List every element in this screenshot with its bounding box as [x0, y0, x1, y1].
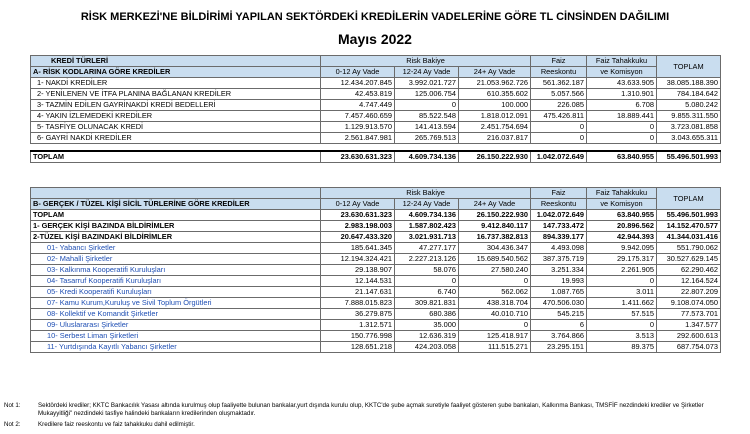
row-value-c5: 0 — [587, 320, 657, 331]
row-value-c2: 85.522.548 — [395, 111, 459, 122]
row-value-c5: 6.708 — [587, 100, 657, 111]
table-row — [31, 100, 721, 111]
row-value-c3: 26.150.222.930 — [459, 210, 531, 221]
toplam-header: TOPLAM — [657, 188, 721, 210]
row-value-c2: 141.413.594 — [395, 122, 459, 133]
row-value-c3: 0 — [459, 320, 531, 331]
row-value-c6: 784.184.642 — [657, 89, 721, 100]
risk-bakiye-header: Risk Bakiye — [321, 188, 531, 199]
table-row — [31, 111, 721, 122]
row-value-c2: 3.021.931.713 — [395, 232, 459, 243]
row-value-c6: 12.164.524 — [657, 276, 721, 287]
row-value-c4: 387.375.719 — [531, 254, 587, 265]
faiz-tahakkuku-header: Faiz Tahakkuku — [587, 188, 657, 199]
row-value-c3: 111.515.271 — [459, 342, 531, 353]
table-row — [31, 320, 721, 331]
row-label: 03- Kalkınma Kooperatifi Kuruluşları — [31, 265, 321, 276]
toplam-header: TOPLAM — [657, 56, 721, 78]
row-value-c1: 2.983.198.003 — [321, 221, 395, 232]
row-value-c3: 610.355.602 — [459, 89, 531, 100]
row-value-c4: 470.506.030 — [531, 298, 587, 309]
row-value-c4: 147.733.472 — [531, 221, 587, 232]
row-value-c4: 1.087.765 — [531, 287, 587, 298]
row-value-c6: 38.085.188.390 — [657, 78, 721, 89]
row-label: 2-TÜZEL KİŞİ BAZINDAKİ BİLDİRİMLER — [31, 232, 321, 243]
row-value-c6: 292.600.613 — [657, 331, 721, 342]
row-value-c1: 150.776.998 — [321, 331, 395, 342]
row-value-c1: 20.647.433.320 — [321, 232, 395, 243]
row-value-c1: 4.747.449 — [321, 100, 395, 111]
row-label: 08- Kollektif ve Komandit Şirketler — [31, 309, 321, 320]
row-value-c4: 1.042.072.649 — [531, 210, 587, 221]
row-value-c5: 2.261.905 — [587, 265, 657, 276]
faiz-tahakkuku-header: Faiz Tahakkuku — [587, 56, 657, 67]
row-value-c3: 26.150.222.930 — [459, 151, 531, 163]
note-1-text: Sektördeki krediler; KKTC Bankacılık Yasası altında kurulmuş olup faaliyette bulunan bankalar,yurt dışında kurulu olup, KKTC'de şube açmak suretiyle faaliyet gösteren şube bankaları, Kalkınma Bankası, TMSFİF nezdindeki krediler ve Şirketler Mukayyitliği" nezdindeki tasfiye halindeki bankaların kredilerinden oluşmaktadır. — [38, 402, 704, 417]
row-value-c2: 1.587.802.423 — [395, 221, 459, 232]
row-value-c1: 1.312.571 — [321, 320, 395, 331]
row-value-c2: 125.006.754 — [395, 89, 459, 100]
row-value-c2: 680.386 — [395, 309, 459, 320]
row-value-c5: 1.411.662 — [587, 298, 657, 309]
report-period: Mayıs 2022 — [338, 31, 412, 47]
row-value-c3: 9.412.840.117 — [459, 221, 531, 232]
row-value-c4: 226.085 — [531, 100, 587, 111]
row-value-c1: 21.147.631 — [321, 287, 395, 298]
header-blank — [31, 188, 321, 199]
col-12-24-header: 12-24 Ay Vade — [395, 199, 459, 210]
group-row — [31, 232, 721, 243]
row-value-c6: 551.790.062 — [657, 243, 721, 254]
row-value-c6: 41.344.031.416 — [657, 232, 721, 243]
row-value-c2: 4.609.734.136 — [395, 210, 459, 221]
row-value-c4: 3.764.866 — [531, 331, 587, 342]
row-value-c1: 23.630.631.323 — [321, 210, 395, 221]
row-label: 2- YENİLENEN VE İTFA PLANINA BAĞLANAN KREDİLER — [31, 89, 321, 100]
col-24-header: 24+ Ay Vade — [459, 67, 531, 78]
row-value-c6: 687.754.073 — [657, 342, 721, 353]
row-value-c3: 0 — [459, 276, 531, 287]
total-row — [31, 210, 721, 221]
section-a-label: A- RİSK KODLARINA GÖRE KREDİLER — [31, 67, 321, 78]
table-row — [31, 331, 721, 342]
row-value-c2: 47.277.177 — [395, 243, 459, 254]
row-value-c1: 1.129.913.570 — [321, 122, 395, 133]
row-label: 05- Kredi Kooperatifi Kuruluşları — [31, 287, 321, 298]
row-label: 04- Tasarruf Kooperatifi Kuruluşları — [31, 276, 321, 287]
row-value-c6: 62.290.462 — [657, 265, 721, 276]
row-label: 01- Yabancı Şirketler — [31, 243, 321, 254]
table-row — [31, 342, 721, 353]
row-value-c1: 36.279.875 — [321, 309, 395, 320]
row-value-c4: 894.339.177 — [531, 232, 587, 243]
row-value-c3: 438.318.704 — [459, 298, 531, 309]
row-value-c2: 0 — [395, 100, 459, 111]
row-value-c6: 22.807.209 — [657, 287, 721, 298]
table-row — [31, 78, 721, 89]
credit-by-risk-code-table — [30, 55, 721, 163]
row-label: 11- Yurtdışında Kayıtlı Yabancı Şirketler — [31, 342, 321, 353]
ve-komisyon-header: ve Komisyon — [587, 199, 657, 210]
row-value-c5: 57.515 — [587, 309, 657, 320]
faiz-header: Faiz — [531, 56, 587, 67]
row-value-c6: 3.723.081.858 — [657, 122, 721, 133]
table-row — [31, 243, 721, 254]
faiz-header: Faiz — [531, 188, 587, 199]
row-value-c6: 9.108.074.050 — [657, 298, 721, 309]
row-value-c1: 12.434.207.845 — [321, 78, 395, 89]
row-value-c6: 30.527.629.145 — [657, 254, 721, 265]
credit-by-registry-type-table — [30, 187, 721, 353]
group-row — [31, 221, 721, 232]
row-value-c4: 0 — [531, 133, 587, 144]
row-label: 5- TASFİYE OLUNACAK KREDİ — [31, 122, 321, 133]
row-value-c2: 309.821.831 — [395, 298, 459, 309]
row-value-c2: 58.076 — [395, 265, 459, 276]
table-row — [31, 122, 721, 133]
row-value-c1: 7.457.460.659 — [321, 111, 395, 122]
table-row — [31, 287, 721, 298]
row-value-c4: 23.295.151 — [531, 342, 587, 353]
row-value-c5: 63.840.955 — [587, 210, 657, 221]
col-0-12-header: 0-12 Ay Vade — [321, 67, 395, 78]
row-label: 1- GERÇEK KİŞİ BAZINDA BİLDİRİMLER — [31, 221, 321, 232]
col-12-24-header: 12-24 Ay Vade — [395, 67, 459, 78]
row-value-c2: 6.740 — [395, 287, 459, 298]
row-value-c4: 0 — [531, 122, 587, 133]
row-value-c4: 1.042.072.649 — [531, 151, 587, 163]
row-value-c6: 55.496.501.993 — [657, 210, 721, 221]
row-value-c4: 19.993 — [531, 276, 587, 287]
row-value-c1: 23.630.631.323 — [321, 151, 395, 163]
row-value-c5: 18.889.441 — [587, 111, 657, 122]
row-value-c4: 5.057.566 — [531, 89, 587, 100]
row-value-c3: 562.062 — [459, 287, 531, 298]
row-label: TOPLAM — [31, 151, 321, 163]
row-value-c5: 42.944.393 — [587, 232, 657, 243]
row-value-c5: 1.310.901 — [587, 89, 657, 100]
ve-komisyon-header: ve Komisyon — [587, 67, 657, 78]
row-value-c3: 2.451.754.694 — [459, 122, 531, 133]
row-value-c4: 4.493.098 — [531, 243, 587, 254]
table-row — [31, 89, 721, 100]
row-value-c3: 27.580.240 — [459, 265, 531, 276]
spacer-cell — [31, 144, 721, 152]
table-row — [31, 309, 721, 320]
row-value-c2: 3.992.021.727 — [395, 78, 459, 89]
row-value-c3: 1.818.012.091 — [459, 111, 531, 122]
row-value-c3: 40.010.710 — [459, 309, 531, 320]
col-24-header: 24+ Ay Vade — [459, 199, 531, 210]
row-value-c2: 265.769.513 — [395, 133, 459, 144]
row-value-c2: 424.203.058 — [395, 342, 459, 353]
table-row — [31, 265, 721, 276]
row-value-c1: 128.651.218 — [321, 342, 395, 353]
risk-bakiye-header: Risk Bakiye — [321, 56, 531, 67]
total-row — [31, 151, 721, 163]
row-label: 1- NAKDİ KREDİLER — [31, 78, 321, 89]
col-0-12-header: 0-12 Ay Vade — [321, 199, 395, 210]
row-label: TOPLAM — [31, 210, 321, 221]
row-value-c3: 21.053.962.726 — [459, 78, 531, 89]
row-value-c6: 5.080.242 — [657, 100, 721, 111]
section-b-label: B- GERÇEK / TÜZEL KİŞİ SİCİL TÜRLERİNE GÖRE KREDİLER — [31, 199, 321, 210]
row-value-c2: 35.000 — [395, 320, 459, 331]
note-1-key: Not 1: — [4, 402, 21, 409]
row-label: 6- GAYRİ NAKDİ KREDİLER — [31, 133, 321, 144]
row-value-c5: 29.175.317 — [587, 254, 657, 265]
row-value-c6: 77.573.701 — [657, 309, 721, 320]
table-row — [31, 276, 721, 287]
row-value-c2: 4.609.734.136 — [395, 151, 459, 163]
row-label: 3- TAZMİN EDİLEN GAYRİNAKDİ KREDİ BEDELLERİ — [31, 100, 321, 111]
row-label: 4- YAKIN İZLEMEDEKİ KREDİLER — [31, 111, 321, 122]
row-label: 07- Kamu Kurum,Kuruluş ve Sivil Toplum Örgütleri — [31, 298, 321, 309]
row-value-c3: 125.418.917 — [459, 331, 531, 342]
row-value-c2: 12.636.319 — [395, 331, 459, 342]
row-value-c5: 89.375 — [587, 342, 657, 353]
row-value-c1: 12.144.531 — [321, 276, 395, 287]
row-value-c5: 0 — [587, 276, 657, 287]
row-label: 09- Uluslararası Şirketler — [31, 320, 321, 331]
table-row — [31, 254, 721, 265]
reeskontu-header: Reeskontu — [531, 67, 587, 78]
row-value-c3: 304.436.347 — [459, 243, 531, 254]
row-value-c5: 0 — [587, 133, 657, 144]
row-value-c5: 0 — [587, 122, 657, 133]
note-2-key: Not 2: — [4, 421, 21, 428]
table-row — [31, 298, 721, 309]
row-value-c4: 3.251.334 — [531, 265, 587, 276]
row-value-c1: 7.888.015.823 — [321, 298, 395, 309]
row-value-c4: 545.215 — [531, 309, 587, 320]
row-value-c1: 185.641.345 — [321, 243, 395, 254]
row-value-c6: 1.347.577 — [657, 320, 721, 331]
row-value-c3: 216.037.817 — [459, 133, 531, 144]
row-value-c6: 3.043.655.311 — [657, 133, 721, 144]
row-label: 02- Mahalli Şirketler — [31, 254, 321, 265]
row-value-c3: 16.737.382.813 — [459, 232, 531, 243]
row-value-c4: 561.362.187 — [531, 78, 587, 89]
spacer-row — [31, 144, 721, 152]
row-value-c3: 100.000 — [459, 100, 531, 111]
row-value-c1: 2.561.847.981 — [321, 133, 395, 144]
row-value-c1: 42.453.819 — [321, 89, 395, 100]
reeskontu-header: Reeskontu — [531, 199, 587, 210]
row-value-c4: 475.426.811 — [531, 111, 587, 122]
row-value-c1: 29.138.907 — [321, 265, 395, 276]
note-2-text: Kredilere faiz reeskontu ve faiz tahakkuku dahil edilmiştir. — [38, 421, 195, 428]
row-value-c2: 2.227.213.126 — [395, 254, 459, 265]
row-value-c5: 20.896.562 — [587, 221, 657, 232]
row-value-c5: 63.840.955 — [587, 151, 657, 163]
row-value-c2: 0 — [395, 276, 459, 287]
report-title: RİSK MERKEZİ'NE BİLDİRİMİ YAPILAN SEKTÖRDEKİ KREDİLERİN VADELERİNE GÖRE TL CİNSİNDEN DAĞILIMI — [80, 11, 670, 23]
row-value-c3: 15.689.540.562 — [459, 254, 531, 265]
row-value-c4: 6 — [531, 320, 587, 331]
row-value-c5: 9.942.095 — [587, 243, 657, 254]
row-value-c1: 12.194.324.421 — [321, 254, 395, 265]
table-row — [31, 133, 721, 144]
row-value-c5: 43.633.905 — [587, 78, 657, 89]
row-value-c6: 14.152.470.577 — [657, 221, 721, 232]
row-label: 10- Serbest Liman Şirketleri — [31, 331, 321, 342]
row-value-c6: 55.496.501.993 — [657, 151, 721, 163]
row-value-c5: 3.513 — [587, 331, 657, 342]
kredi-turleri-header: KREDİ TÜRLERİ — [31, 56, 321, 67]
row-value-c5: 3.011 — [587, 287, 657, 298]
row-value-c6: 9.855.311.550 — [657, 111, 721, 122]
